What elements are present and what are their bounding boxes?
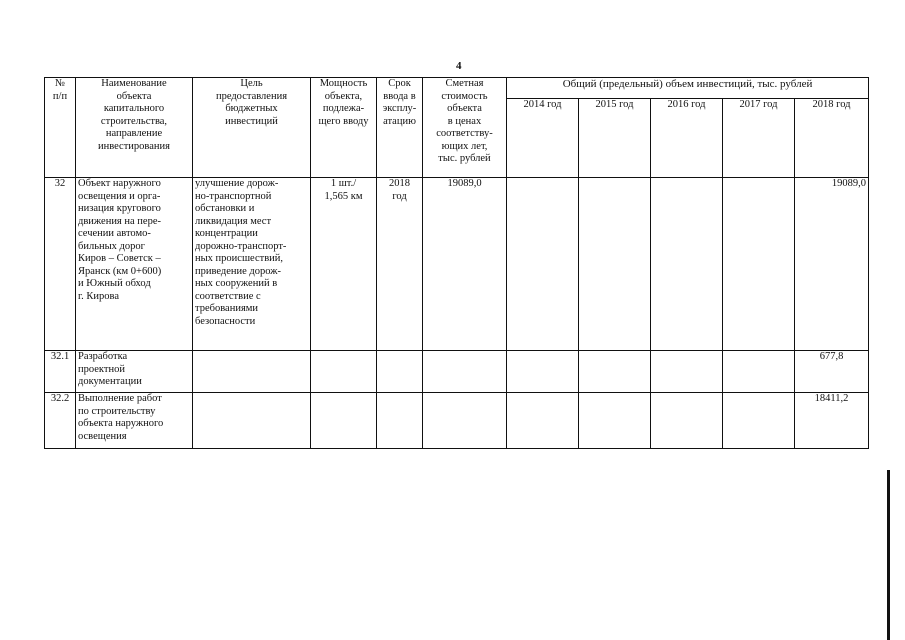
row-name: Выполнение работ по строительству объекта наружного освещения — [76, 393, 193, 449]
row-2016 — [651, 351, 723, 393]
row-name: Разработка проектной документации — [76, 351, 193, 393]
row-goal — [193, 351, 311, 393]
row-goal — [193, 393, 311, 449]
header-capacity: Мощность объекта, подлежа- щего вводу — [311, 78, 377, 178]
header-year-2014: 2014 год — [507, 99, 579, 178]
row-2015 — [579, 393, 651, 449]
row-capacity: 1 шт./ 1,565 км — [311, 178, 377, 351]
row-cost: 19089,0 — [423, 178, 507, 351]
row-goal: улучшение дорож- но-транспортной обстановки и ликвидация мест концентрации дорожно-транспорт- ных происшествий, приведение дорож- ных сооружений в соответствие с требованиями безопасности — [193, 178, 311, 351]
row-2014 — [507, 351, 579, 393]
header-year-2018: 2018 год — [795, 99, 869, 178]
row-2018: 18411,2 — [795, 393, 869, 449]
row-2015 — [579, 178, 651, 351]
row-cost — [423, 351, 507, 393]
page-number: 4 — [456, 60, 462, 72]
header-investments: Общий (предельный) объем инвестиций, тыс. рублей — [507, 78, 869, 99]
header-cost: Сметная стоимость объекта в ценах соответству- ющих лет, тыс. рублей — [423, 78, 507, 178]
header-goal: Цель предоставления бюджетных инвестиций — [193, 78, 311, 178]
row-2018: 677,8 — [795, 351, 869, 393]
row-2017 — [723, 351, 795, 393]
table-row — [45, 393, 869, 449]
row-term: 2018 год — [377, 178, 423, 351]
investment-table — [44, 77, 869, 449]
header-num: № п/п — [45, 78, 76, 178]
row-2016 — [651, 393, 723, 449]
row-2014 — [507, 178, 579, 351]
row-2014 — [507, 393, 579, 449]
row-name: Объект наружного освещения и орга- низация кругового движения на пере- сечении автомо- бильных дорог Киров – Советск – Яранск (км 0+600) и Южный обход г. Кирова — [76, 178, 193, 351]
row-capacity — [311, 393, 377, 449]
row-num: 32 — [45, 178, 76, 351]
header-name: Наименование объекта капитального строительства, направление инвестирования — [76, 78, 193, 178]
header-year-2017: 2017 год — [723, 99, 795, 178]
header-term: Срок ввода в эксплу- атацию — [377, 78, 423, 178]
row-num: 32.2 — [45, 393, 76, 449]
row-term — [377, 351, 423, 393]
table-row — [45, 351, 869, 393]
row-2017 — [723, 393, 795, 449]
scan-edge-bar — [887, 470, 890, 640]
row-2016 — [651, 178, 723, 351]
row-num: 32.1 — [45, 351, 76, 393]
row-term — [377, 393, 423, 449]
row-cost — [423, 393, 507, 449]
table-row — [45, 178, 869, 351]
header-year-2015: 2015 год — [579, 99, 651, 178]
header-year-2016: 2016 год — [651, 99, 723, 178]
row-2017 — [723, 178, 795, 351]
row-2018: 19089,0 — [795, 178, 869, 351]
row-capacity — [311, 351, 377, 393]
row-2015 — [579, 351, 651, 393]
